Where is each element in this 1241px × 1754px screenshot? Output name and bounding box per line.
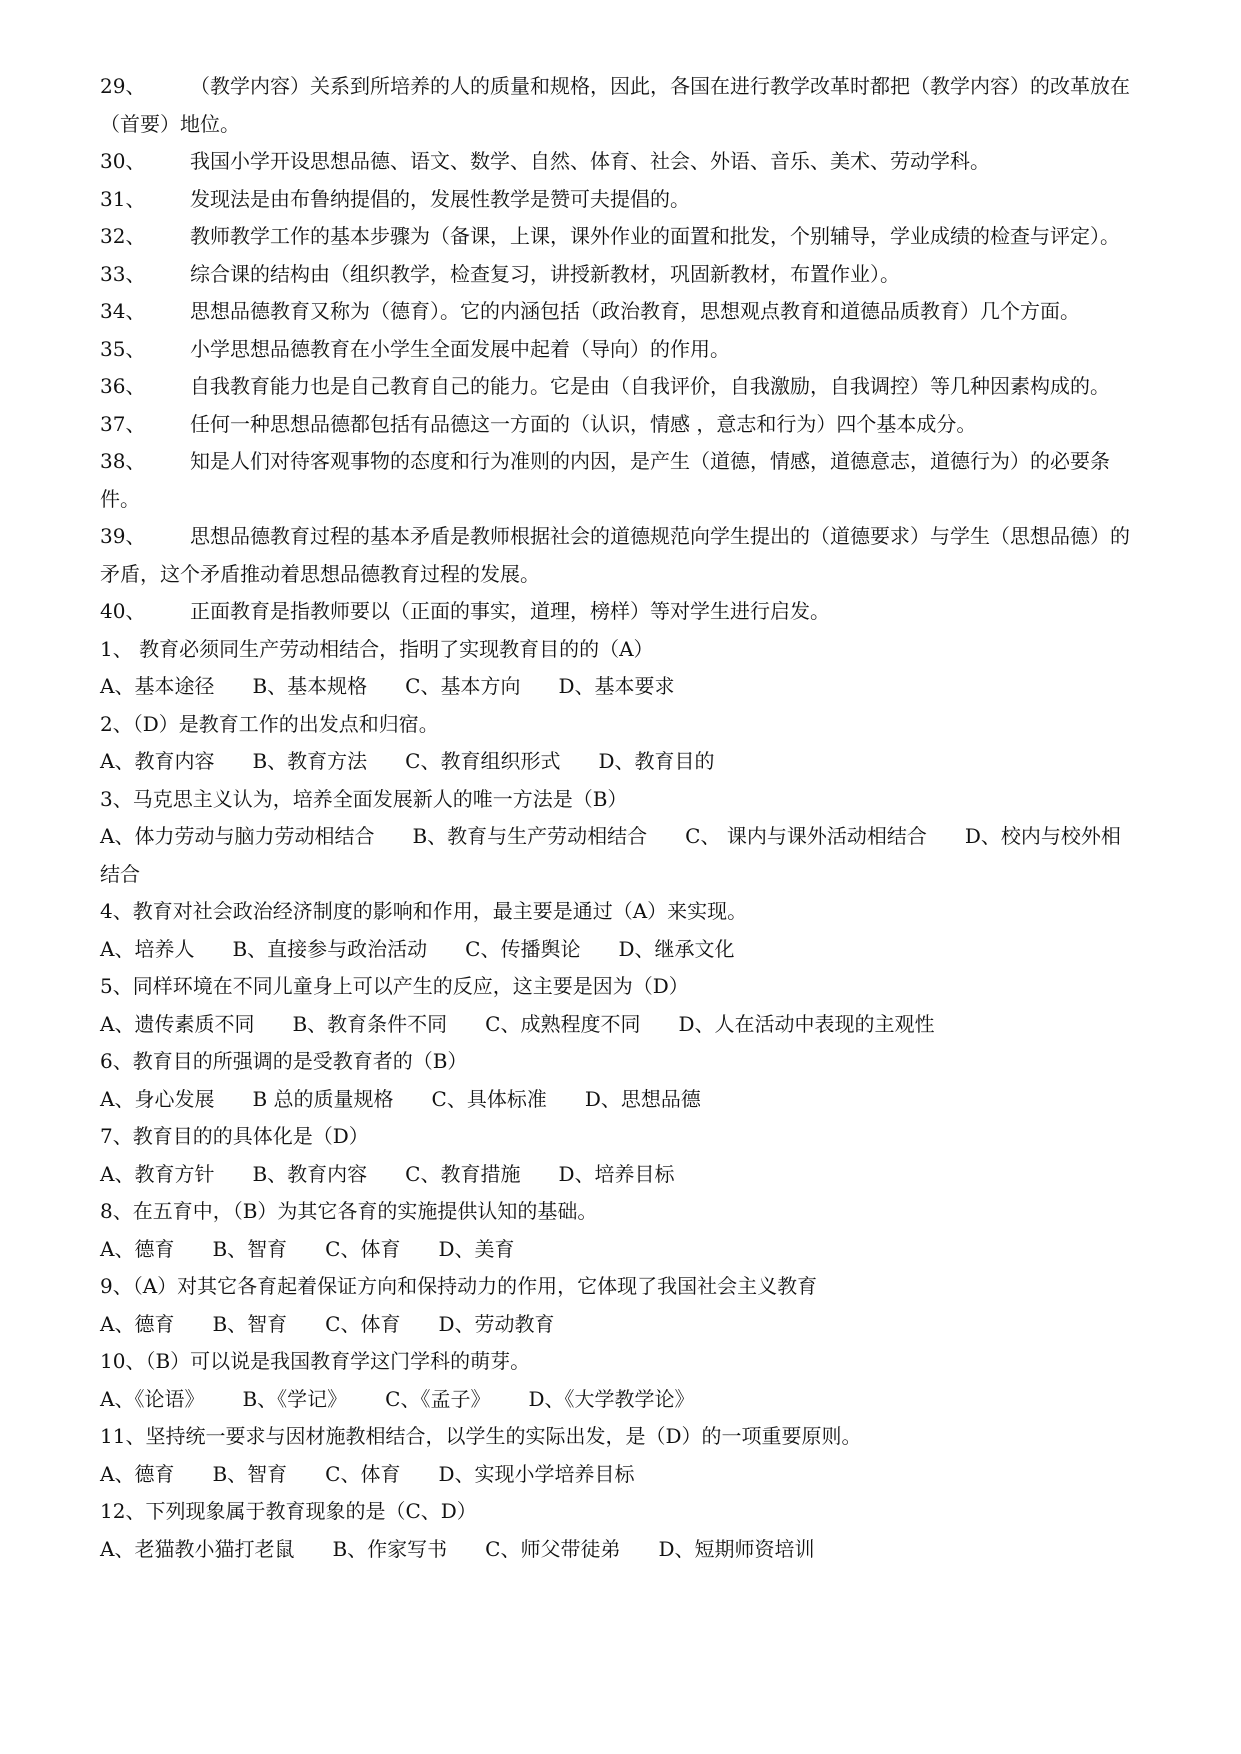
option-item: C、体育 [325,1311,401,1336]
fill-in-item [100,143,1140,181]
options-row [100,1156,1140,1194]
document-page [100,68,1140,1568]
item-text: 我国小学开设思想品德、语文、数学、自然、体育、社会、外语、音乐、美术、劳动学科。 [190,149,990,173]
option-item: C、基本方向 [405,674,521,698]
option-item: D、人在活动中表现的主观性 [678,1011,935,1036]
option-item: C、具体标准 [431,1086,547,1111]
item-number: 38、 [100,449,146,473]
item-number: 37、 [100,411,146,436]
options-row [100,668,1140,706]
option-item: D、美育 [438,1236,515,1261]
item-number: 33、 [100,261,146,286]
options-row [100,1231,1140,1269]
item-number: 39、 [100,524,146,548]
option-item: D、基本要求 [558,674,675,698]
options-row [100,1081,1140,1119]
fill-in-item [100,181,1140,219]
item-text: 思想品德教育过程的基本矛盾是教师根据社会的道德规范向学生提出的（道德要求）与学生（思想品德）的矛盾，这个矛盾推动着思想品德教育过程的发展。 [100,524,1130,586]
item-text: 自我教育能力也是自己教育自己的能力。它是由（自我评价，自我激励，自我调控）等几种因素构成的。 [190,374,1110,398]
option-item: A、身心发展 [100,1086,215,1111]
item-number: 40、 [100,599,146,623]
question-text: 10、（B）可以说是我国教育学这门学科的萌芽。 [100,1349,531,1373]
question-text: 7、教育目的的具体化是（D） [100,1124,369,1148]
question-text: 1、 教育必须同生产劳动相结合，指明了实现教育目的的（A） [100,636,654,661]
item-number: 32、 [100,224,146,248]
option-item: C、 课内与课外活动相结合 [685,824,927,848]
option-item: A、体力劳动与脑力劳动相结合 [100,824,375,848]
question-text: 6、教育目的所强调的是受教育者的（B） [100,1049,468,1073]
options-row [100,1456,1140,1494]
question-text: 3、马克思主义认为，培养全面发展新人的唯一方法是（B） [100,786,628,811]
option-item: D、继承文化 [618,936,735,961]
option-item: A、教育方针 [100,1161,215,1186]
item-number: 31、 [100,186,146,211]
options-row [100,1306,1140,1344]
question-text: 4、教育对社会政治经济制度的影响和作用，最主要是通过（A）来实现。 [100,899,748,923]
fill-in-item [100,518,1140,593]
option-item: C、体育 [325,1236,401,1261]
question-text: 11、坚持统一要求与因材施教相结合，以学生的实际出发，是（D）的一项重要原则。 [100,1424,862,1448]
fill-in-item [100,331,1140,369]
option-item: D、教育目的 [598,749,715,773]
fill-in-item [100,368,1140,406]
item-text: 知是人们对待客观事物的态度和行为准则的内因，是产生（道德，情感，道德意志，道德行为）的必要条件。 [100,449,1110,511]
option-item: B、作家写书 [332,1536,448,1561]
fill-in-item [100,256,1140,294]
item-number: 35、 [100,336,146,361]
item-text: 小学思想品德教育在小学生全面发展中起着（导向）的作用。 [190,336,730,361]
options-row [100,931,1140,969]
options-row [100,1006,1140,1044]
question-text: 2、（D）是教育工作的出发点和归宿。 [100,711,439,736]
fill-in-item [100,218,1140,256]
option-item: C、教育措施 [405,1161,521,1186]
option-item: A、德育 [100,1311,175,1336]
option-item: D、校内与校外相结合 [100,824,1121,886]
fill-in-item [100,406,1140,444]
option-item: B、教育方法 [252,749,368,773]
option-item: D、短期师资培训 [658,1536,815,1561]
option-item: A、德育 [100,1236,175,1261]
item-number: 36、 [100,374,146,398]
options-row [100,743,1140,781]
option-item: B、基本规格 [252,674,368,698]
fill-in-item [100,293,1140,331]
option-item: A、遗传素质不同 [100,1011,255,1036]
option-item: C、《孟子》 [385,1386,491,1411]
question-text: 8、在五育中，（B）为其它各育的实施提供认知的基础。 [100,1199,598,1223]
option-item: C、传播舆论 [465,936,581,961]
item-text: 正面教育是指教师要以（正面的事实，道理，榜样）等对学生进行启发。 [190,599,830,623]
fill-in-item [100,68,1140,143]
item-number: 34、 [100,299,146,323]
option-item: A、老猫教小猫打老鼠 [100,1536,295,1561]
option-item: B、教育条件不同 [292,1011,448,1036]
fill-in-item [100,443,1140,518]
option-item: C、教育组织形式 [405,749,561,773]
option-item: B、智育 [212,1461,288,1486]
item-text: （教学内容）关系到所培养的人的质量和规格，因此，各国在进行教学改革时都把（教学内容）的改革放在（首要）地位。 [100,74,1130,136]
option-item: D、《大学教学论》 [528,1386,695,1411]
option-item: A、《论语》 [100,1386,205,1411]
item-text: 思想品德教育又称为（德育）。它的内涵包括（政治教育，思想观点教育和道德品质教育）几个方面。 [190,299,1080,323]
fill-in-item [100,593,1140,631]
option-item: A、基本途径 [100,674,215,698]
option-item: D、实现小学培养目标 [438,1461,635,1486]
option-item: B 总的质量规格 [252,1086,394,1111]
option-item: A、德育 [100,1461,175,1486]
item-text: 发现法是由布鲁纳提倡的，发展性教学是赞可夫提倡的。 [190,186,690,211]
option-item: B、教育与生产劳动相结合 [412,824,648,848]
option-item: C、师父带徒弟 [485,1536,621,1561]
option-item: A、培养人 [100,936,195,961]
item-number: 30、 [100,149,146,173]
option-item: C、成熟程度不同 [485,1011,641,1036]
option-item: B、直接参与政治活动 [232,936,428,961]
item-text: 综合课的结构由（组织教学，检查复习，讲授新教材，巩固新教材，布置作业）。 [190,261,900,286]
question-text: 5、同样环境在不同儿童身上可以产生的反应，这主要是因为（D） [100,974,689,998]
question-text: 9、（A）对其它各育起着保证方向和保持动力的作用，它体现了我国社会主义教育 [100,1274,818,1298]
option-item: B、智育 [212,1311,288,1336]
item-text: 教师教学工作的基本步骤为（备课，上课，课外作业的面置和批发，个别辅导，学业成绩的检查与评定）。 [190,224,1120,248]
option-item: C、体育 [325,1461,401,1486]
option-item: A、教育内容 [100,749,215,773]
item-text: 任何一种思想品德都包括有品德这一方面的（认识，情感 ，意志和行为）四个基本成分。 [190,411,977,436]
options-row [100,1531,1140,1569]
options-row [100,818,1140,893]
option-item: B、智育 [212,1236,288,1261]
multiple-choice-section [100,631,1140,1569]
option-item: D、劳动教育 [438,1311,555,1336]
item-number: 29、 [100,74,146,98]
options-row [100,1381,1140,1419]
option-item: B、《学记》 [242,1386,348,1411]
option-item: D、思想品德 [584,1086,701,1111]
fill-in-section [100,68,1140,631]
option-item: B、教育内容 [252,1161,368,1186]
question-text: 12、下列现象属于教育现象的是（C、D） [100,1499,477,1523]
option-item: D、培养目标 [558,1161,675,1186]
